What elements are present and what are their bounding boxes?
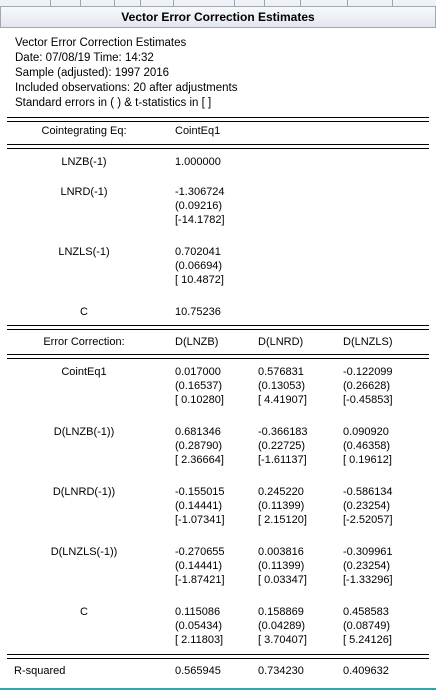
row-label-d-lnzls-1: D(LNZLS(-1)) — [50, 546, 118, 558]
coint-value-lnrd-1: -1.306724 (0.09216) [-14.1782] — [175, 186, 225, 226]
divider — [7, 654, 429, 659]
ec-cell: 0.003816 (0.11399) [ 0.03347] — [258, 546, 307, 586]
ec-col-header: D(LNZLS) — [343, 336, 393, 348]
ec-cell: 0.681346 (0.28790) [ 2.36664] — [175, 426, 224, 466]
ec-cell: -0.122099 (0.26628) [-0.45853] — [343, 366, 393, 406]
stat-label-r-squared: R-squared — [14, 665, 66, 677]
ec-cell: 0.158869 (0.04289) [ 3.70407] — [258, 606, 307, 646]
ec-cell: 0.017000 (0.16537) [ 0.10280] — [175, 366, 224, 406]
ec-cell: -0.155015 (0.14441) [-1.07341] — [175, 486, 225, 526]
ec-cell: 0.458583 (0.08749) [ 5.24126] — [343, 606, 392, 646]
output-header — [15, 36, 237, 111]
ec-col-header: D(LNZB) — [175, 336, 219, 348]
ec-cell: 0.115086 (0.05434) [ 2.11803] — [175, 606, 224, 646]
ec-cell: 0.245220 (0.11399) [ 2.15120] — [258, 486, 307, 526]
ec-cell: 0.576831 (0.13053) [ 4.41907] — [258, 366, 307, 406]
divider — [7, 354, 429, 359]
row-label-c: C — [80, 606, 88, 618]
window-title[interactable]: Vector Error Correction Estimates — [0, 6, 436, 28]
row-label-d-lnrd-1: D(LNRD(-1)) — [52, 486, 116, 498]
coint-header-col: CointEq1 — [175, 125, 221, 137]
row-label-c: C — [80, 306, 88, 318]
header-line: Vector Error Correction Estimates — [15, 37, 187, 49]
coint-header-label: Cointegrating Eq: — [41, 125, 127, 137]
header-line: Date: 07/08/19 Time: 14:32 — [15, 52, 154, 64]
row-label-lnzb-1: LNZB(-1) — [61, 156, 107, 168]
divider — [7, 117, 429, 122]
stat-value: 0.409632 — [343, 665, 389, 677]
divider — [7, 144, 429, 149]
stat-value: 0.565945 — [175, 665, 221, 677]
header-line: Standard errors in ( ) & t-statistics in [ ] — [15, 97, 212, 109]
coint-value-lnzb-1: 1.000000 — [175, 156, 221, 168]
stat-value: 0.734230 — [258, 665, 304, 677]
row-label-cointeq1: CointEq1 — [61, 366, 107, 378]
row-label-lnzls-1: LNZLS(-1) — [58, 246, 110, 258]
ec-cell: -0.586134 (0.23254) [-2.52057] — [343, 486, 393, 526]
ec-cell: -0.366183 (0.22725) [-1.61137] — [258, 426, 308, 466]
header-line: Sample (adjusted): 1997 2016 — [15, 67, 170, 79]
coint-value-lnzls-1: 0.702041 (0.06694) [ 10.4872] — [175, 246, 224, 286]
ec-cell: -0.270655 (0.14441) [-1.87421] — [175, 546, 225, 586]
header-line: Included observations: 20 after adjustments — [15, 82, 238, 94]
coint-value-c: 10.75236 — [175, 306, 221, 318]
row-label-d-lnzb-1: D(LNZB(-1)) — [53, 426, 115, 438]
estimation-output — [0, 28, 436, 688]
divider — [7, 325, 429, 330]
ec-col-header: D(LNRD) — [258, 336, 304, 348]
row-label-lnrd-1: LNRD(-1) — [60, 186, 108, 198]
ec-cell: 0.090920 (0.46358) [ 0.19612] — [343, 426, 392, 466]
ec-header-label: Error Correction: — [43, 336, 125, 348]
ec-cell: -0.309961 (0.23254) [-1.33296] — [343, 546, 393, 586]
